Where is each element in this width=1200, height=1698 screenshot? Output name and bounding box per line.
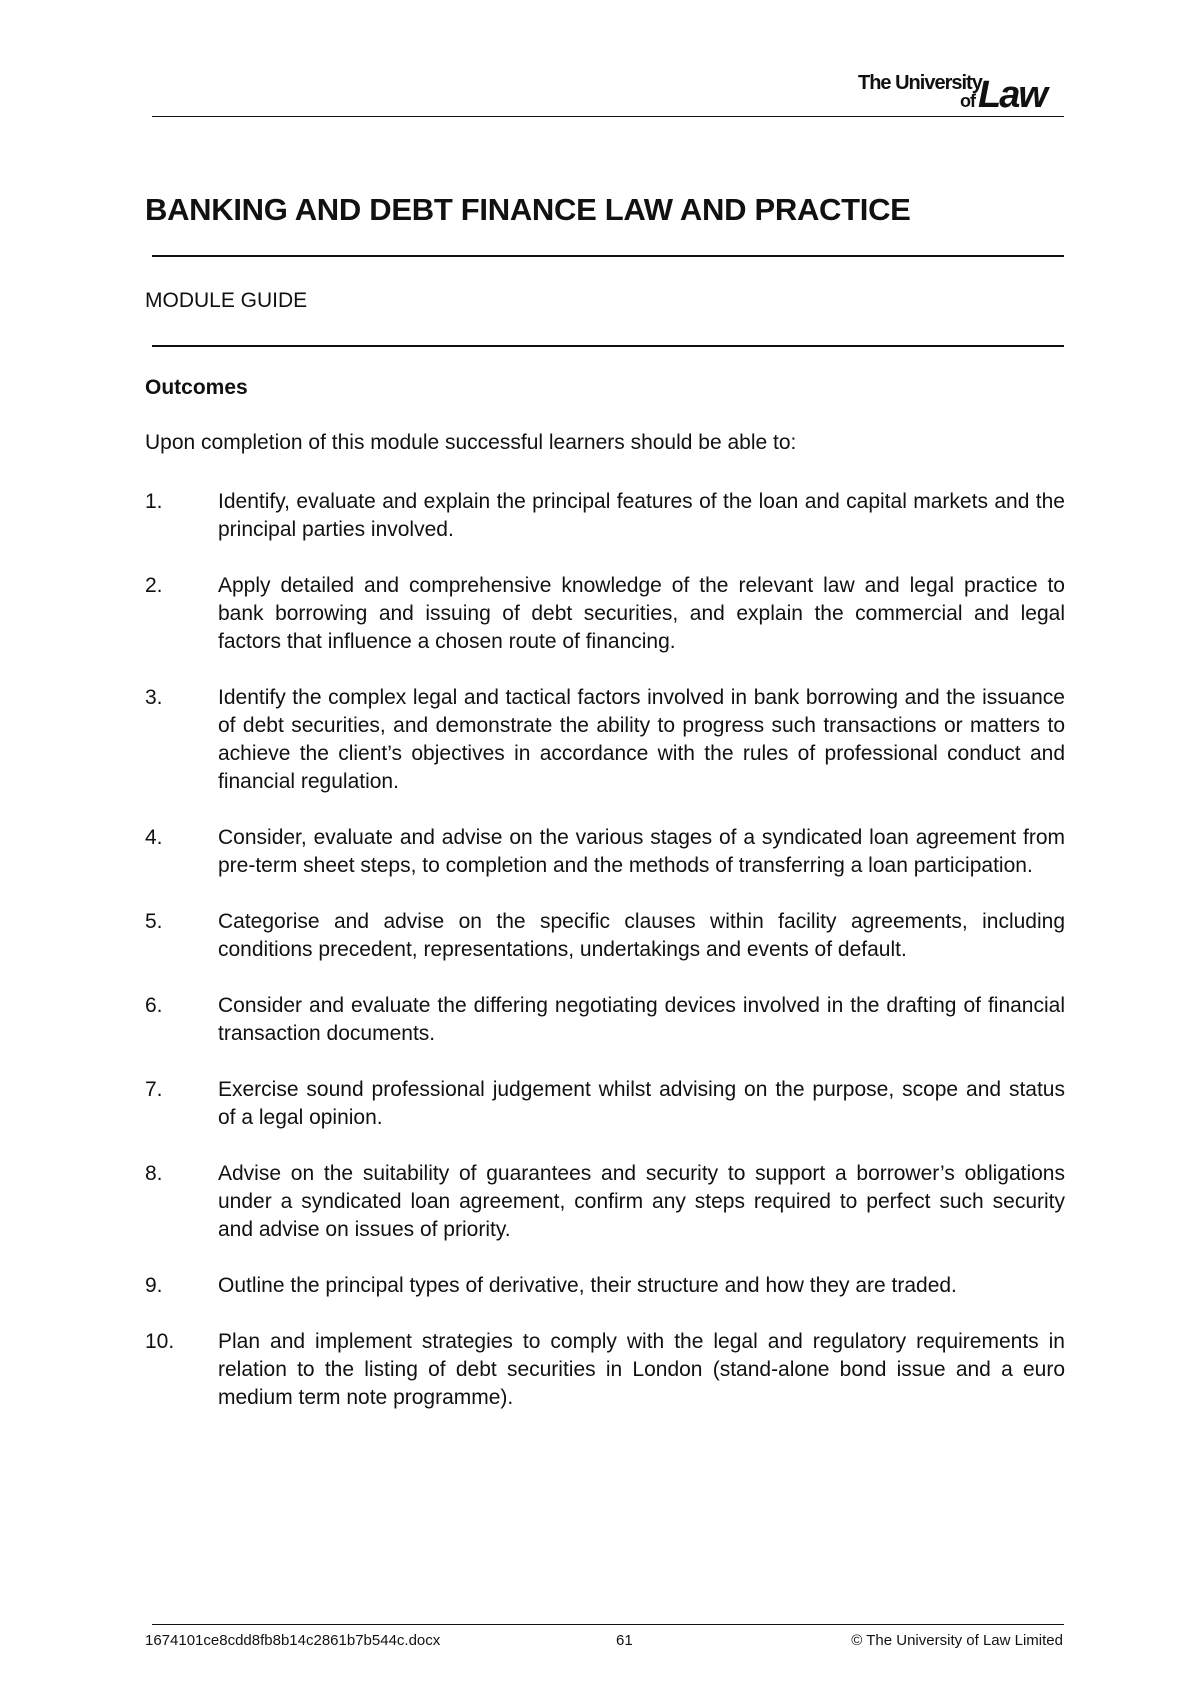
logo-law-text: Law (978, 74, 1046, 116)
outcome-number: 5. (145, 910, 163, 933)
outcome-text: Exercise sound professional judgement whilst advising on the purpose, scope and status of a legal opinion. (218, 1078, 1065, 1129)
subtitle-divider (152, 345, 1064, 347)
outcome-text: Plan and implement strategies to comply with the legal and regulatory requirements in relation to the listing of debt securities in London (stand-alone bond issue and a euro medium term note programme). (218, 1330, 1065, 1409)
outcome-item-5 (145, 908, 1065, 964)
outcome-item-10 (145, 1328, 1065, 1412)
outcome-text: Identify the complex legal and tactical factors involved in bank borrowing and the issuance of debt securities, and demonstrate the ability to progress such transactions or matters to achieve the client’s objectives in accordance with the rules of professional conduct and financial regulation. (218, 686, 1065, 793)
document-title: BANKING AND DEBT FINANCE LAW AND PRACTICE (145, 192, 911, 227)
university-of-law-logo (850, 68, 1065, 116)
footer-filename: 1674101ce8cdd8fb8b14c2861b7b544c.docx (145, 1632, 441, 1649)
outcome-item-4 (145, 824, 1065, 880)
outcome-item-2 (145, 572, 1065, 656)
intro-paragraph: Upon completion of this module successful learners should be able to: (145, 431, 797, 454)
outcome-text: Apply detailed and comprehensive knowledge of the relevant law and legal practice to bank borrowing and issuing of debt securities, and explain the commercial and legal factors that influence a chosen route of financing. (218, 574, 1065, 653)
header-divider (152, 116, 1064, 117)
outcome-item-7 (145, 1076, 1065, 1132)
outcome-item-3 (145, 684, 1065, 796)
section-heading: Outcomes (145, 376, 248, 399)
outcomes-list (145, 488, 1065, 1440)
outcome-item-6 (145, 992, 1065, 1048)
title-divider (152, 255, 1064, 257)
outcome-number: 4. (145, 826, 163, 849)
outcome-number: 10. (145, 1330, 175, 1353)
outcome-number: 1. (145, 490, 163, 513)
outcome-number: 7. (145, 1078, 163, 1101)
footer-divider (152, 1624, 1064, 1625)
outcome-number: 8. (145, 1162, 163, 1185)
outcome-text: Consider, evaluate and advise on the various stages of a syndicated loan agreement from pre-term sheet steps, to completion and the methods of transferring a loan participation. (218, 826, 1065, 877)
outcome-number: 6. (145, 994, 163, 1017)
document-subtitle: MODULE GUIDE (145, 289, 308, 312)
outcome-number: 2. (145, 574, 163, 597)
outcome-text: Consider and evaluate the differing negotiating devices involved in the drafting of financial transaction documents. (218, 994, 1065, 1045)
outcome-item-8 (145, 1160, 1065, 1244)
footer-page-number: 61 (616, 1632, 633, 1649)
outcome-text: Categorise and advise on the specific clauses within facility agreements, including conditions precedent, representations, undertakings and events of default. (218, 910, 1065, 961)
outcome-number: 9. (145, 1274, 163, 1297)
logo-the-university-text: The University (858, 72, 982, 94)
logo-of-text: of (960, 91, 975, 111)
outcome-item-1 (145, 488, 1065, 544)
outcome-text: Advise on the suitability of guarantees and security to support a borrower’s obligations under a syndicated loan agreement, confirm any steps required to perfect such security and advise on issues of priority. (218, 1162, 1065, 1241)
outcome-text: Outline the principal types of derivative, their structure and how they are traded. (218, 1274, 957, 1297)
footer-copyright: © The University of Law Limited (851, 1632, 1063, 1649)
outcome-text: Identify, evaluate and explain the principal features of the loan and capital markets and the principal parties involved. (218, 490, 1065, 541)
outcome-number: 3. (145, 686, 163, 709)
outcome-item-9 (145, 1272, 1065, 1300)
